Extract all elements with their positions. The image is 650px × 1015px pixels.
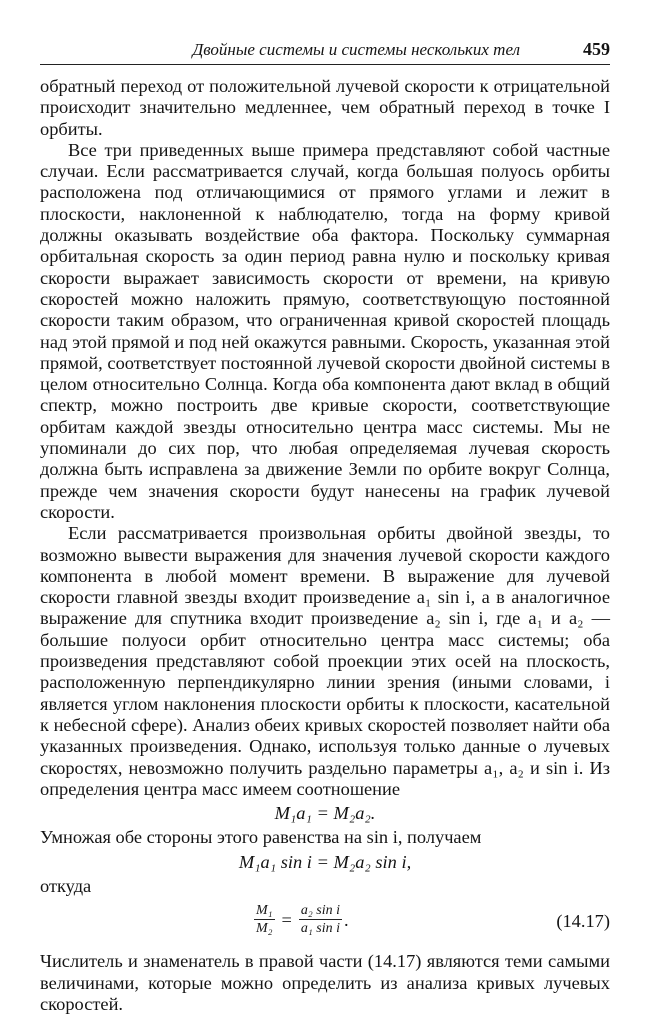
- equation-trailing-period: .: [344, 909, 349, 930]
- page-number: 459: [583, 39, 610, 59]
- paragraph-conclusion: Числитель и знаменатель в правой части (14.17) являются теми самыми величинами, которые можно определить из анализа кривых лучевых скоростей.: [40, 951, 610, 1014]
- equation-multiplied: M₁a₁ sin i = M₂a₂ sin i,: [238, 851, 412, 872]
- page-body: [40, 76, 610, 1015]
- fraction-rhs: [299, 903, 342, 937]
- paragraph-multiply: Умножая обе стороны этого равенства на sin i, получаем: [40, 827, 482, 848]
- fraction-lhs-denominator: M₂: [256, 921, 273, 937]
- fraction-rhs-denominator: a₁ sin i: [300, 921, 341, 937]
- fraction-lhs: [254, 903, 275, 937]
- paragraph-special-cases: Все три приведенных выше примера представляют собой частные случаи. Если рассматривается случай, когда большая полуось орбиты расположена под отличающимися от прямого углами и лежит в плоскости, наклоненной к наблюдателю, тогда на форму кривой должны оказывать воздействие оба фактора. Поскольку суммарная орбитальная скорость за один период равна нулю и поскольку кривая скорости выражает зависимость скорости от времени, на кривую скоростей можно наложить прямую, соответствующую постоянной скорости таким образом, что ограниченная кривой скоростей площадь над этой прямой и под ней окажутся равными. Скорость, указанная этой прямой, соответствует постоянной лучевой скорости двойной системы в целом относительно Солнца. Когда оба компонента дают вклад в общий спектр, можно построить две кривые скорости, соответствующие орбитам каждой звезды относительно центра масс системы. Мы не упоминали до сих пор, что любая определяемая лучевая скорость должна быть исправлена за движение Земли по орбите вокруг Солнца, прежде чем значения скорости будут нанесены на график лучевой скорости.: [40, 139, 610, 522]
- equation-mass-ratio: [40, 899, 610, 947]
- paragraph-continued: обратный переход от положительной лучевой скорости к отрицательной происходит значительно медленнее, чем обратный переход в точке I орбиты.: [40, 76, 610, 139]
- fraction-rhs-numerator: a₂ sin i: [300, 903, 341, 919]
- paragraph-arbitrary-orbit: Если рассматривается произвольная орбиты двойной звезды, то возможно вывести выражения для значения лучевой скорости каждого компонента в любой момент времени. В выражение для лучевой скорости главной звезды входит произведение a₁ sin i, а в аналогичное выражение для спутника входит произведение a₂ sin i, где a₁ и a₂ — большие полуоси орбит относительно центра масс системы; оба произведения представляют собой проекции этих осей на плоскость, расположенную перпендикулярно линии зрения (иными словами, i является углом наклонения плоскости орбиты к плоскости, касательной к небесной сфере). Анализ обеих кривых скоростей позволяет найти оба указанных произведения. Однако, используя только данные о лучевых скоростях, невозможно получить раздельно параметры a₁, a₂ и sin i. Из определения центра масс имеем соотношение: [40, 523, 610, 799]
- page-header: [40, 38, 610, 65]
- fraction-lhs-numerator: M₁: [256, 903, 273, 919]
- equation-center-of-mass: M₁a₁ = M₂a₂.: [274, 803, 376, 824]
- paragraph-whence: откуда: [40, 875, 92, 896]
- running-title: Двойные системы и системы нескольких тел: [192, 40, 520, 59]
- equation-number: (14.17): [556, 911, 610, 932]
- equals-sign: =: [281, 909, 292, 930]
